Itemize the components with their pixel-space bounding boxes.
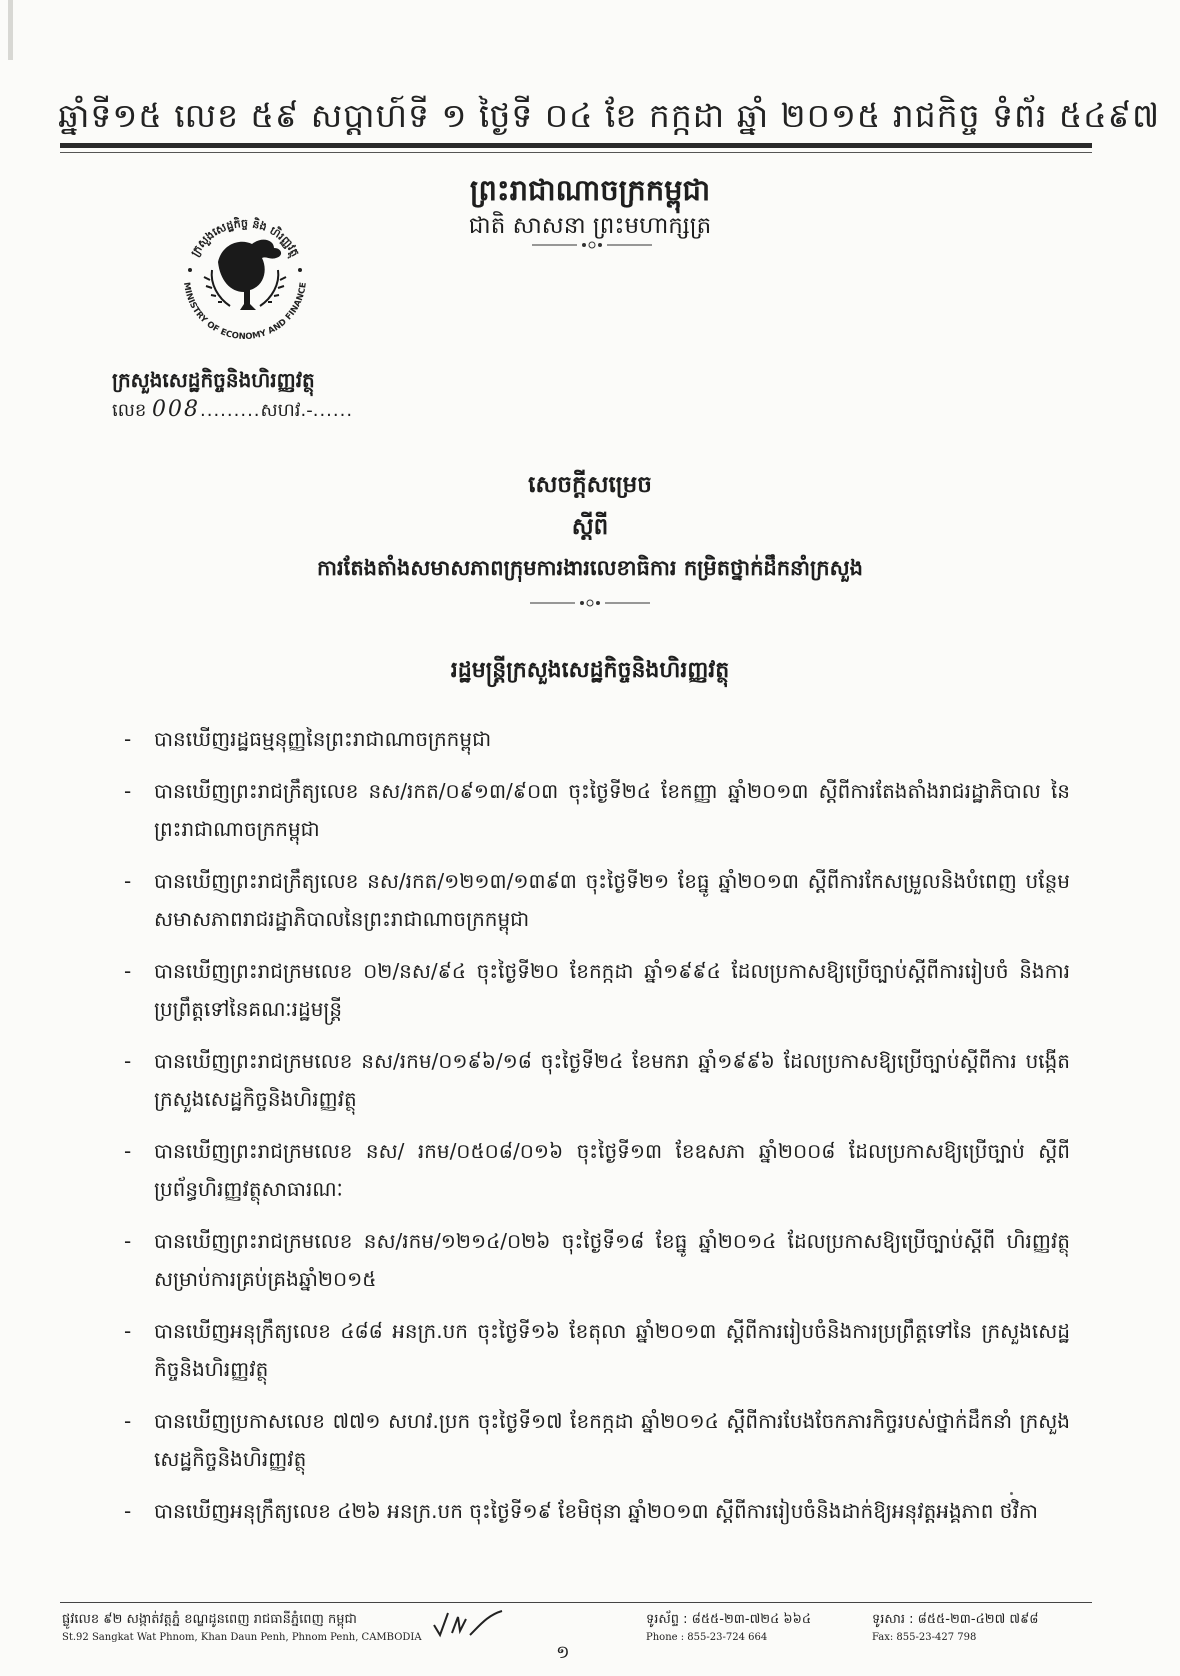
footer-rule [60,1602,1092,1603]
bullet-dash: - [124,1049,132,1073]
footer-address-en: St.92 Sangkat Wat Phnom, Khan Daun Penh, Phnom Penh, CAMBODIA [62,1632,422,1643]
seal-text-bottom: MINISTRY OF ECONOMY AND FINANCE [181,281,309,343]
consideration-item [120,772,1070,848]
footer-fax-en: Fax: 855-23-427 798 [872,1632,977,1643]
consideration-item [120,720,1070,758]
consideration-item [120,1312,1070,1388]
footer-address-kh: ផ្លូវលេខ ៩២ សង្កាត់វត្តភ្នំ ខណ្ឌដូនពេញ រាជធានីភ្នំពេញ កម្ពុជា [62,1612,357,1627]
ministry-block [112,365,412,426]
bullet-dash: - [124,1319,132,1343]
consideration-item [120,952,1070,1028]
scan-edge-artifact [8,0,13,60]
consideration-text: បានឃើញព្រះរាជក្រឹត្យលេខ នស/រកត/០៩១៣/៩០៣ ចុះថ្ងៃទី២៤ ខែកញ្ញា ឆ្នាំ២០១៣ ស្តីពីការតែងតាំងរាជរដ្ឋាភិបាល នៃព្រះរាជាណាចក្រកម្ពុជា [154,779,1070,841]
scan-speck [1010,1492,1013,1495]
ref-dots-2: ...... [312,400,354,421]
considerations-list [120,720,1070,1544]
reference-row [112,395,412,426]
flourish-ornament-icon [532,240,652,250]
initials-signature-icon [430,1605,510,1645]
decision-block [240,466,940,584]
kingdom-block [440,170,740,242]
ref-number: 008 [152,397,201,422]
consideration-item [120,1492,1070,1530]
consideration-item [120,1402,1070,1478]
gazette-header: ឆ្នាំទី១៥ លេខ ៥៩ សប្តាហ៍ទី ១ ថ្ងៃទី ០៤ ខែ កក្កដា ឆ្នាំ ២០១៥ រាជកិច្ច ទំព័រ ៥៤៩៧ [58,96,1161,135]
footer-address [62,1610,422,1646]
flourish-ornament-2-icon [530,598,650,608]
ref-tail: - [306,400,313,421]
consideration-text: បានឃើញព្រះរាជក្រឹត្យលេខ នស/រកត/១២១៣/១៣៩៣ ចុះថ្ងៃទី២១ ខែធ្នូ ឆ្នាំ២០១៣ ស្តីពីការកែសម្រួលនិងបំពេញ បន្ថែមសមាសភាពរាជរដ្ឋាភិបាលនៃព្រះរាជាណាចក្រកម្ពុជា [154,869,1070,931]
consideration-text: បានឃើញព្រះរាជក្រមលេខ ០២/នស/៩៤ ចុះថ្ងៃទី២០ ខែកក្កដា ឆ្នាំ១៩៩៤ ដែលប្រកាសឱ្យប្រើច្បាប់ស្តីពីការរៀបចំ និងការប្រព្រឹត្តទៅនៃគណៈរដ្ឋមន្ត្រី [154,959,1070,1021]
consideration-item [120,1222,1070,1298]
consideration-text: បានឃើញអនុក្រឹត្យលេខ ៤៨៨ អនក្រ.បក ចុះថ្ងៃទី១៦ ខែតុលា ឆ្នាំ២០១៣ ស្តីពីការរៀបចំនិងការប្រព្រឹត្តទៅនៃ ក្រសួងសេដ្ឋកិច្ចនិងហិរញ្ញវត្ថុ [154,1319,1070,1381]
footer-fax [872,1610,1039,1646]
page-number: ១ [556,1642,570,1663]
bullet-dash: - [124,779,132,803]
bullet-dash: - [124,1409,132,1433]
consideration-text: បានឃើញព្រះរាជក្រមលេខ នស/ រកម/០៥០៨/០១៦ ចុះថ្ងៃទី១៣ ខែឧសភា ឆ្នាំ២០០៨ ដែលប្រកាសឱ្យប្រើច្បាប់ ស្តីពីប្រព័ន្ធហិរញ្ញវត្ថុសាធារណៈ [154,1139,1070,1201]
decision-about: ស្តីពី [571,514,609,540]
consideration-text: បានឃើញព្រះរាជក្រមលេខ នស/រកម/០១៩៦/១៨ ចុះថ្ងៃទី២៤ ខែមករា ឆ្នាំ១៩៩៦ ដែលប្រកាសឱ្យប្រើច្បាប់ស្តីពីការ បង្កើតក្រសួងសេដ្ឋកិច្ចនិងហិរញ្ញវត្ថុ [154,1049,1070,1111]
footer-phone-en: Phone : 855-23-724 664 [646,1632,768,1643]
bullet-dash: - [124,727,132,751]
bullet-dash: - [124,1139,132,1163]
footer-phone [646,1610,811,1646]
consideration-text: បានឃើញអនុក្រឹត្យលេខ ៤២៦ អនក្រ.បក ចុះថ្ងៃទី១៩ ខែមិថុនា ឆ្នាំ២០១៣ ស្តីពីការរៀបចំនិងដាក់ឱ្យអនុវត្តអង្គភាព ថវិកា [154,1499,1038,1523]
consideration-item [120,1042,1070,1118]
consideration-item [120,1132,1070,1208]
decision-subject: ការតែងតាំងសមាសភាពក្រុមការងារលេខាធិការ កម្រិតថ្នាក់ដឹកនាំក្រសួង [317,556,863,580]
consideration-text: បានឃើញប្រកាសលេខ ៧៧១ សហវ.ប្រក ចុះថ្ងៃទី១៧ ខែកក្កដា ឆ្នាំ២០១៤ ស្តីពីការបែងចែកភារកិច្ចរបស់ថ្នាក់ដឹកនាំ ក្រសួងសេដ្ឋកិច្ចនិងហិរញ្ញវត្ថុ [154,1409,1070,1471]
kingdom-title: ព្រះរាជាណាចក្រកម្ពុជា [469,173,711,207]
bullet-dash: - [124,869,132,893]
ref-label: លេខ [112,400,147,421]
ref-dots: ......... [200,400,261,421]
footer-fax-kh: ទូរសារ : ៨៥៥-២៣-៤២៧ ៧៩៨ [872,1612,1039,1627]
ref-suffix: សហវ. [260,400,307,421]
kingdom-motto: ជាតិ សាសនា ព្រះមហាក្សត្រ [468,213,712,239]
decision-title: សេចក្តីសម្រេច [528,472,652,498]
footer-phone-kh: ទូរស័ព្ទ : ៨៥៥-២៣-៧២៤ ៦៦៤ [646,1612,812,1627]
bullet-dash: - [124,1499,132,1523]
ministry-name: ក្រសួងសេដ្ឋកិច្ចនិងហិរញ្ញវត្ថុ [112,368,315,392]
header-rule-thin [60,152,1092,153]
bullet-dash: - [124,1229,132,1253]
minister-heading: រដ្ឋមន្ត្រីក្រសួងសេដ្ឋកិច្ចនិងហិរញ្ញវត្ថុ [450,658,730,683]
consideration-text: បានឃើញព្រះរាជក្រមលេខ នស/រកម/១២១៤/០២៦ ចុះថ្ងៃទី១៨ ខែធ្នូ ឆ្នាំ២០១៤ ដែលប្រកាសឱ្យប្រើច្បាប់ស្តីពី ហិរញ្ញវត្ថុសម្រាប់ការគ្រប់គ្រងឆ្នាំ២០១៥ [154,1229,1070,1291]
ministry-seal-icon [170,200,320,350]
header-rule-thick [60,143,1092,148]
bullet-dash: - [124,959,132,983]
consideration-text: បានឃើញរដ្ឋធម្មនុញ្ញនៃព្រះរាជាណាចក្រកម្ពុជា [154,727,492,751]
seal-text-top: ក្រសួងសេដ្ឋកិច្ច និង ហិរញ្ញវត្ថុ [188,216,302,259]
consideration-item [120,862,1070,938]
